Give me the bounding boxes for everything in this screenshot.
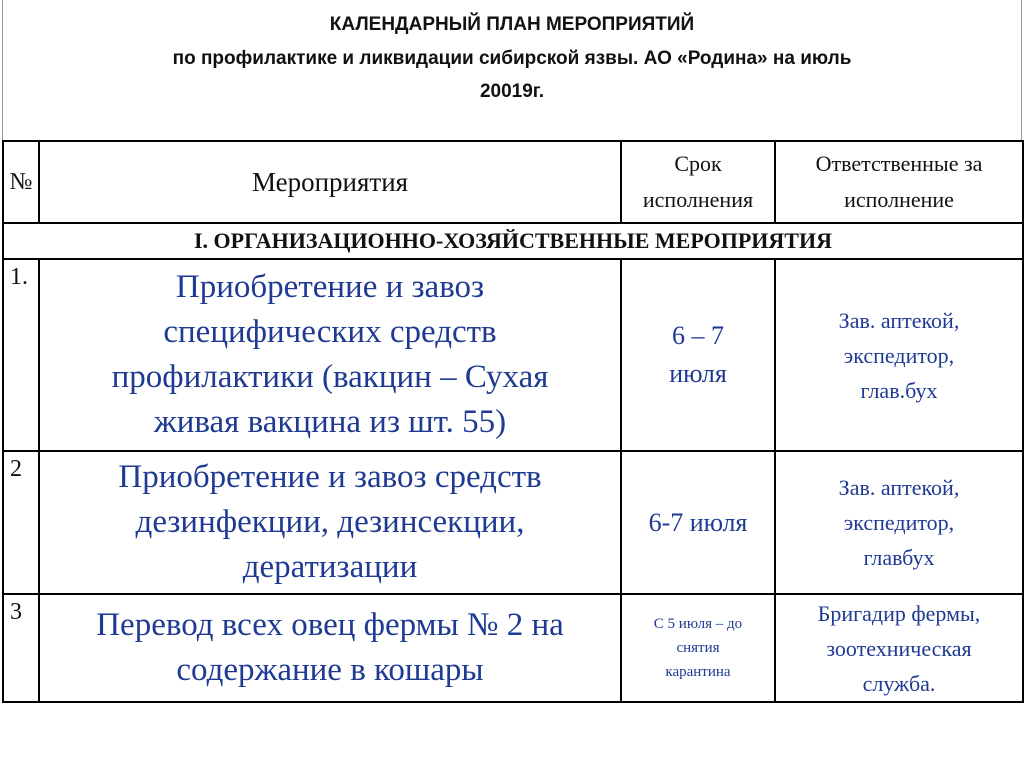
section-row: [3, 223, 1023, 259]
title-line-3: 20019г.: [479, 81, 545, 102]
header-term: Срок исполнения: [621, 141, 775, 223]
row-event: Приобретение и завоз специфических средств профилактики (вакцин – Сухая живая вакцина из шт. 55): [39, 259, 621, 451]
section-title: I. ОРГАНИЗАЦИОННО-ХОЗЯЙСТВЕННЫЕ МЕРОПРИЯТИЯ: [3, 223, 1023, 259]
table-row: [3, 259, 1023, 451]
header-row: [3, 141, 1023, 223]
row-number: 2: [3, 451, 39, 594]
header-responsible: Ответственные за исполнение: [775, 141, 1023, 223]
row-responsible: Зав. аптекой, экспедитор, глав.бух: [775, 259, 1023, 451]
title-line-1: КАЛЕНДАРНЫЙ ПЛАН МЕРОПРИЯТИЙ: [329, 14, 695, 35]
header-num: №: [3, 141, 39, 223]
row-term: С 5 июля – до снятия карантина: [621, 594, 775, 702]
row-responsible: Бригадир фермы, зоотехническая служба.: [775, 594, 1023, 702]
row-term: 6 – 7 июля: [621, 259, 775, 451]
row-number: 3: [3, 594, 39, 702]
row-term: 6-7 июля: [621, 451, 775, 594]
row-responsible: Зав. аптекой, экспедитор, главбух: [775, 451, 1023, 594]
header-events: Мероприятия: [39, 141, 621, 223]
table-row: [3, 451, 1023, 594]
events-table: [2, 140, 1024, 703]
title-line-2: по профилактике и ликвидации сибирской язвы. АО «Родина» на июль: [172, 48, 852, 69]
row-event: Приобретение и завоз средств дезинфекции, дезинсекции, дератизации: [39, 451, 621, 594]
row-number: 1.: [3, 259, 39, 451]
table-row: [3, 594, 1023, 702]
row-event: Перевод всех овец фермы № 2 на содержание в кошары: [39, 594, 621, 702]
